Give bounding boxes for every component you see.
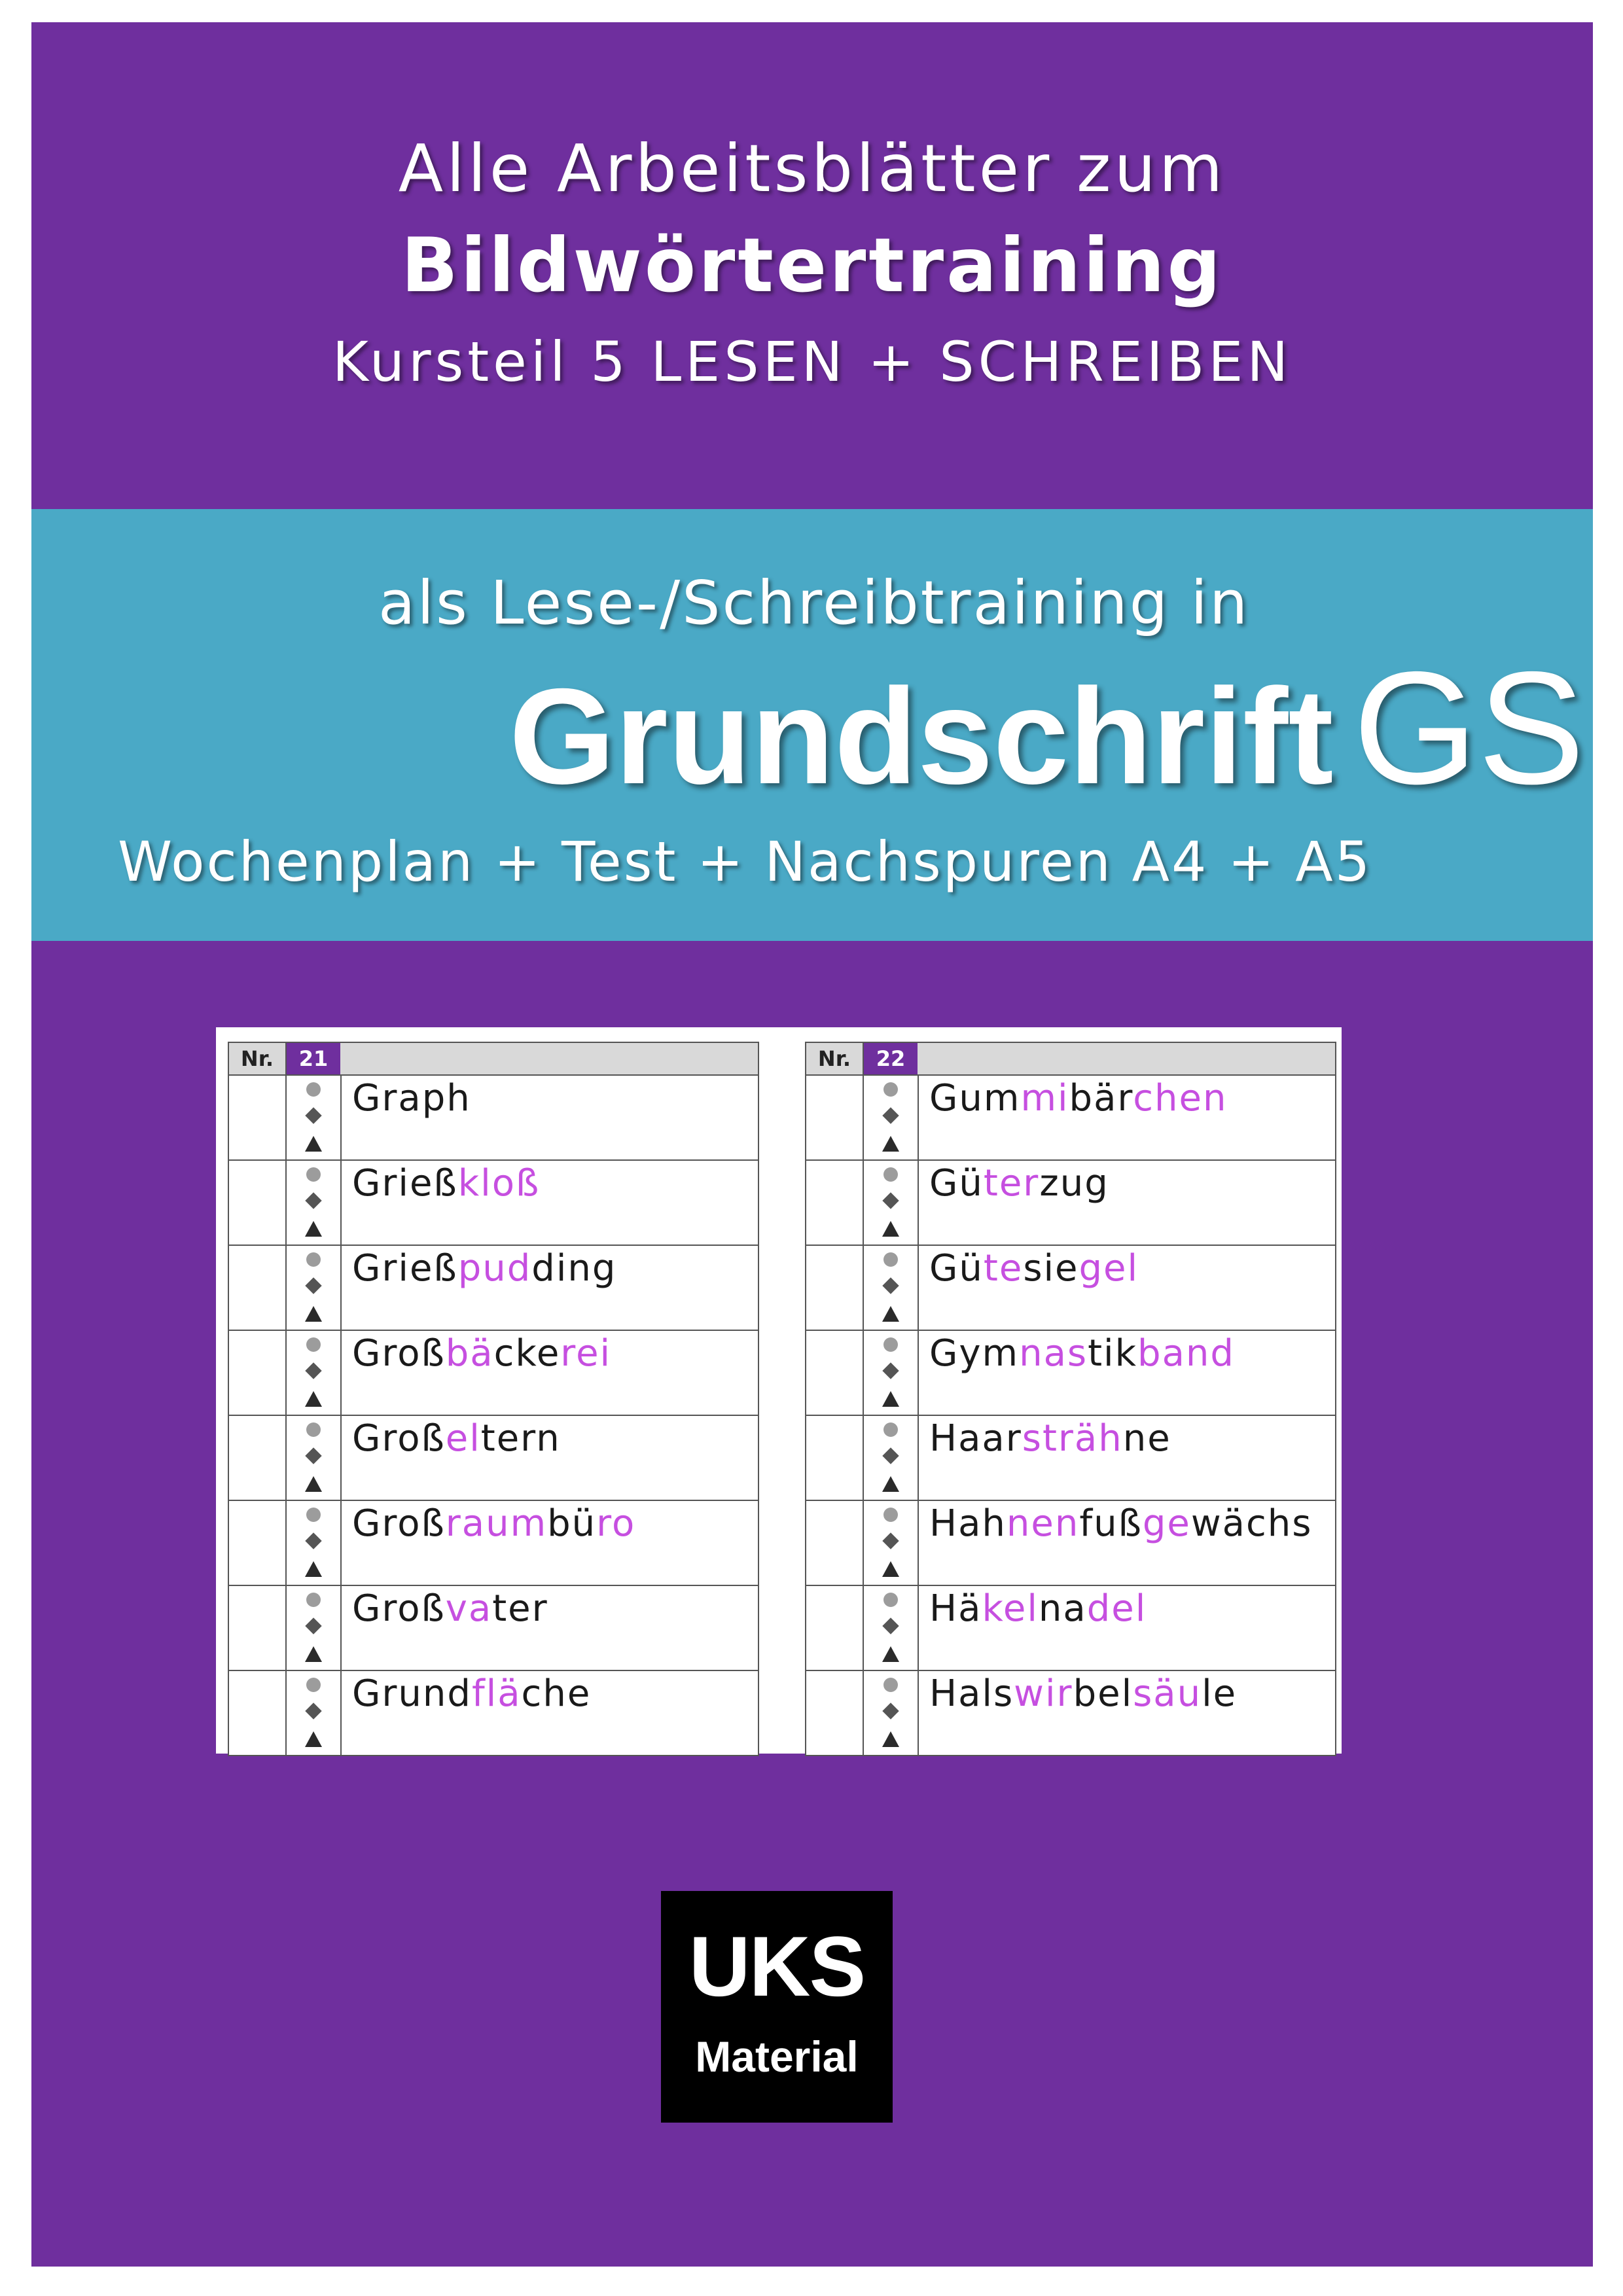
symbol-cell <box>287 1246 342 1330</box>
table-row <box>229 1586 758 1671</box>
symbol-cell <box>864 1671 919 1755</box>
syllable: rei <box>560 1332 612 1375</box>
diamond-icon <box>882 1107 899 1123</box>
circle-icon <box>306 1422 321 1437</box>
circle-icon <box>306 1082 321 1097</box>
syllable: tern <box>480 1417 561 1460</box>
syllable: gel <box>1079 1247 1139 1290</box>
diamond-icon <box>882 1703 899 1719</box>
syllable-word <box>929 1332 1235 1375</box>
syllable: wächs <box>1190 1502 1313 1545</box>
syllable: nen <box>1006 1502 1080 1545</box>
syllable: Gym <box>929 1332 1020 1375</box>
empty-cell <box>806 1671 864 1755</box>
syllable: ge <box>1142 1502 1191 1545</box>
circle-icon <box>306 1678 321 1692</box>
diamond-icon <box>882 1362 899 1379</box>
syllable: na <box>1038 1587 1087 1630</box>
syllable: ro <box>596 1502 636 1545</box>
triangle-icon <box>882 1306 899 1322</box>
symbol-cell <box>864 1076 919 1159</box>
syllable: Hä <box>929 1587 982 1630</box>
syllable: wir <box>1014 1672 1073 1715</box>
syllable-word <box>352 1247 616 1290</box>
circle-icon <box>883 1678 898 1692</box>
syllable: Grund <box>352 1672 472 1715</box>
syllable: kloß <box>457 1162 541 1205</box>
diamond-icon <box>305 1447 321 1464</box>
syllable: Gü <box>929 1162 984 1205</box>
triangle-icon <box>882 1731 899 1747</box>
triangle-icon <box>305 1306 322 1322</box>
circle-icon <box>883 1082 898 1097</box>
syllable: raum <box>445 1502 548 1545</box>
table-row <box>806 1246 1335 1331</box>
circle-icon <box>883 1508 898 1522</box>
subtitle-line-3: Kursteil 5 LESEN + SCHREIBEN <box>332 330 1293 394</box>
syllable-word <box>929 1077 1227 1120</box>
syllable: Groß <box>352 1502 446 1545</box>
syllable: bä <box>445 1332 494 1375</box>
syllable: el <box>445 1417 481 1460</box>
table-rows <box>229 1076 758 1755</box>
circle-icon <box>306 1337 321 1352</box>
syllable: Hals <box>929 1672 1014 1715</box>
triangle-icon <box>882 1136 899 1152</box>
syllable: band <box>1137 1332 1235 1375</box>
syllable-word <box>929 1587 1147 1630</box>
table-row <box>229 1246 758 1331</box>
syllable: Groß <box>352 1417 446 1460</box>
symbol-cell <box>287 1671 342 1755</box>
table-row <box>229 1501 758 1586</box>
empty-cell <box>806 1586 864 1670</box>
table-row <box>229 1331 758 1416</box>
triangle-icon <box>882 1476 899 1492</box>
symbol-cell <box>287 1501 342 1585</box>
triangle-icon <box>305 1136 322 1152</box>
table-number: 21 <box>287 1043 340 1074</box>
syllable-word <box>352 1162 540 1205</box>
table-number: 22 <box>864 1043 918 1074</box>
diamond-icon <box>882 1277 899 1294</box>
syllable: chen <box>1133 1077 1228 1120</box>
syllable-word <box>929 1502 1312 1545</box>
table-row <box>229 1161 758 1246</box>
syllable: Groß <box>352 1332 446 1375</box>
syllable: zug <box>1039 1162 1109 1205</box>
syllable: del <box>1086 1587 1147 1630</box>
syllable: tik <box>1088 1332 1138 1375</box>
band-intro-text: als Lese-/Schreibtraining in <box>378 568 1250 638</box>
syllable-word <box>929 1162 1109 1205</box>
teal-band <box>31 509 1593 941</box>
syllable-word <box>929 1417 1171 1460</box>
symbol-cell <box>864 1416 919 1500</box>
logo-uks-text: UKS <box>688 1918 865 2014</box>
symbol-cell <box>864 1586 919 1670</box>
syllable: Grieß <box>352 1162 458 1205</box>
table-row <box>806 1076 1335 1161</box>
nr-label: Nr. <box>229 1043 287 1074</box>
circle-icon <box>306 1167 321 1182</box>
circle-icon <box>883 1593 898 1607</box>
triangle-icon <box>305 1561 322 1577</box>
triangle-icon <box>882 1646 899 1662</box>
syllable: ter <box>983 1162 1040 1205</box>
table-row <box>806 1586 1335 1671</box>
syllable: le <box>1202 1672 1238 1715</box>
table-row <box>229 1416 758 1501</box>
triangle-icon <box>305 1476 322 1492</box>
empty-cell <box>229 1416 287 1500</box>
syllable-word <box>352 1332 611 1375</box>
syllable-word <box>929 1247 1139 1290</box>
diamond-icon <box>882 1192 899 1209</box>
syllable: Grieß <box>352 1247 458 1290</box>
empty-cell <box>229 1246 287 1330</box>
empty-cell <box>806 1331 864 1415</box>
syllable: bär <box>1069 1077 1133 1120</box>
triangle-icon <box>305 1646 322 1662</box>
syllable: Hah <box>929 1502 1007 1545</box>
syllable: Graph <box>352 1077 471 1120</box>
empty-cell <box>229 1331 287 1415</box>
band-title-suffix: GS <box>1353 638 1585 817</box>
table-header <box>806 1043 1335 1076</box>
triangle-icon <box>882 1561 899 1577</box>
table-row <box>806 1416 1335 1501</box>
diamond-icon <box>305 1532 321 1549</box>
nr-label: Nr. <box>806 1043 864 1074</box>
diamond-icon <box>305 1107 321 1123</box>
empty-cell <box>806 1161 864 1245</box>
syllable-word <box>352 1502 635 1545</box>
empty-cell <box>229 1671 287 1755</box>
symbol-cell <box>864 1501 919 1585</box>
syllable: bü <box>547 1502 597 1545</box>
diamond-icon <box>305 1617 321 1634</box>
band-main-title <box>509 640 1585 817</box>
empty-cell <box>806 1416 864 1500</box>
band-title-word: Grundschrift <box>509 661 1334 813</box>
uks-material-logo <box>661 1891 893 2123</box>
worksheet-preview <box>216 1027 1342 1754</box>
syllable-word <box>352 1587 548 1630</box>
syllable: cke <box>493 1332 561 1375</box>
syllable: kel <box>982 1587 1039 1630</box>
cover-title: Bildwörtertraining <box>401 222 1224 309</box>
empty-cell <box>229 1161 287 1245</box>
syllable-word <box>352 1417 561 1460</box>
circle-icon <box>306 1252 321 1267</box>
syllable: säu <box>1133 1672 1202 1715</box>
symbol-cell <box>287 1416 342 1500</box>
syllable: Gü <box>929 1247 984 1290</box>
symbol-cell <box>864 1161 919 1245</box>
empty-cell <box>806 1076 864 1159</box>
table-header <box>229 1043 758 1076</box>
logo-material-text: Material <box>695 2032 859 2081</box>
diamond-icon <box>305 1277 321 1294</box>
circle-icon <box>883 1422 898 1437</box>
syllable: ding <box>531 1247 617 1290</box>
syllable: mi <box>1020 1077 1069 1120</box>
table-row <box>806 1671 1335 1755</box>
syllable: ne <box>1122 1417 1171 1460</box>
table-row <box>806 1161 1335 1246</box>
syllable-word <box>929 1672 1237 1715</box>
syllable: te <box>983 1247 1024 1290</box>
diamond-icon <box>305 1192 321 1209</box>
syllable: Gum <box>929 1077 1021 1120</box>
triangle-icon <box>882 1391 899 1407</box>
syllable: bel <box>1073 1672 1133 1715</box>
triangle-icon <box>305 1391 322 1407</box>
syllable: ter <box>492 1587 548 1630</box>
syllable-word <box>352 1672 591 1715</box>
symbol-cell <box>864 1331 919 1415</box>
syllable: fuß <box>1079 1502 1143 1545</box>
circle-icon <box>306 1508 321 1522</box>
symbol-cell <box>287 1331 342 1415</box>
syllable: flä <box>471 1672 522 1715</box>
empty-cell <box>806 1246 864 1330</box>
subtitle-line-1: Alle Arbeitsblätter zum <box>398 130 1226 207</box>
symbol-cell <box>864 1246 919 1330</box>
diamond-icon <box>882 1532 899 1549</box>
symbol-cell <box>287 1161 342 1245</box>
diamond-icon <box>305 1362 321 1379</box>
empty-cell <box>806 1501 864 1585</box>
symbol-cell <box>287 1586 342 1670</box>
circle-icon <box>306 1593 321 1607</box>
word-table-22 <box>805 1042 1336 1756</box>
table-rows <box>806 1076 1335 1755</box>
table-row <box>229 1076 758 1161</box>
triangle-icon <box>305 1731 322 1747</box>
syllable-word <box>352 1077 471 1120</box>
diamond-icon <box>882 1447 899 1464</box>
circle-icon <box>883 1337 898 1352</box>
word-table-21 <box>228 1042 759 1756</box>
empty-cell <box>229 1076 287 1159</box>
syllable: sträh <box>1022 1417 1123 1460</box>
diamond-icon <box>882 1617 899 1634</box>
empty-cell <box>229 1501 287 1585</box>
circle-icon <box>883 1252 898 1267</box>
table-row <box>806 1331 1335 1416</box>
empty-cell <box>229 1586 287 1670</box>
triangle-icon <box>305 1221 322 1237</box>
diamond-icon <box>305 1703 321 1719</box>
syllable: Haar <box>929 1417 1022 1460</box>
syllable: pud <box>457 1247 532 1290</box>
circle-icon <box>883 1167 898 1182</box>
band-features-text: Wochenplan + Test + Nachspuren A4 + A5 <box>118 830 1372 894</box>
table-row <box>229 1671 758 1755</box>
triangle-icon <box>882 1221 899 1237</box>
syllable: nas <box>1019 1332 1088 1375</box>
syllable: che <box>521 1672 592 1715</box>
syllable: Groß <box>352 1587 446 1630</box>
syllable: va <box>445 1587 493 1630</box>
table-row <box>806 1501 1335 1586</box>
symbol-cell <box>287 1076 342 1159</box>
syllable: sie <box>1023 1247 1079 1290</box>
